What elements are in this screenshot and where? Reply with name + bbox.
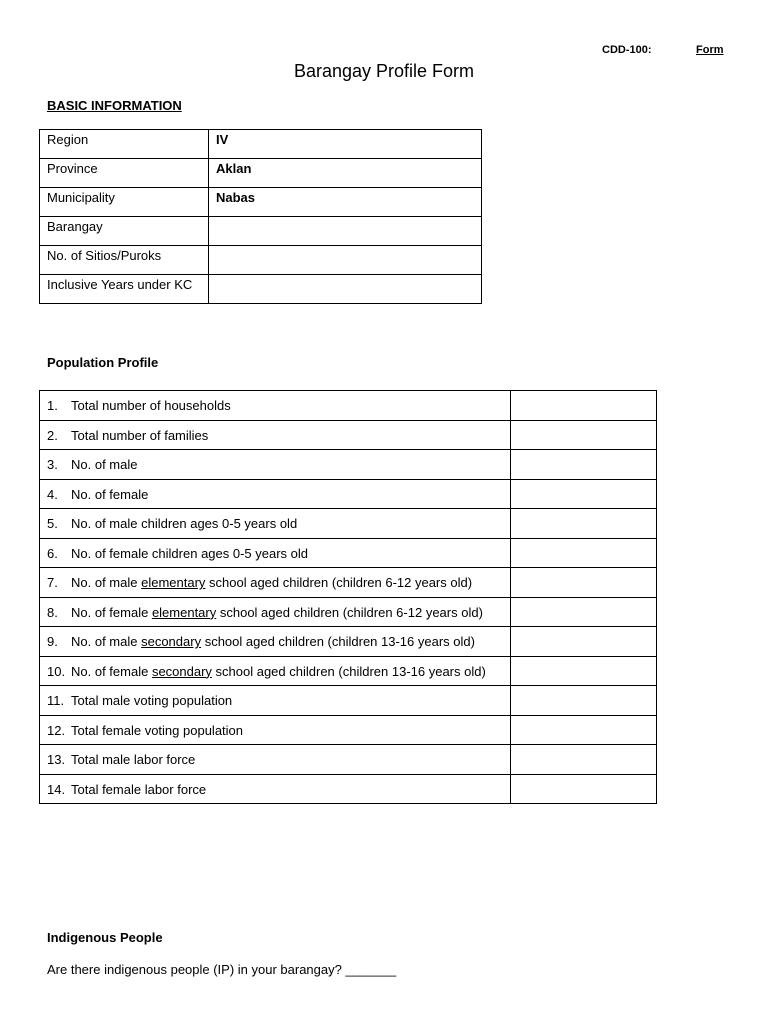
table-row xyxy=(40,479,657,509)
item-text: No. of male xyxy=(71,457,138,473)
population-item-label xyxy=(40,656,511,686)
item-number: 1. xyxy=(47,398,58,414)
item-number: 5. xyxy=(47,516,58,532)
table-row xyxy=(40,159,482,188)
table-row xyxy=(40,745,657,775)
inclusive-years-value[interactable] xyxy=(209,275,482,304)
item-text: Total number of households xyxy=(71,398,231,414)
item-number: 11. xyxy=(47,693,65,709)
population-item-value[interactable] xyxy=(511,686,657,716)
population-profile-heading: Population Profile xyxy=(47,355,159,370)
item-text: Total female voting population xyxy=(71,722,244,738)
page-title: Barangay Profile Form xyxy=(293,61,475,81)
item-number: 6. xyxy=(47,545,58,561)
inclusive-years-label: Inclusive Years under KC xyxy=(40,275,209,304)
population-item-label xyxy=(40,745,511,775)
item-emphasis-text: secondary xyxy=(151,663,212,679)
population-item-value[interactable] xyxy=(511,568,657,598)
population-item-value[interactable] xyxy=(511,391,657,421)
item-text: No. of male xyxy=(71,634,142,650)
table-row xyxy=(40,715,657,745)
population-item-value[interactable] xyxy=(511,627,657,657)
population-item-value[interactable] xyxy=(511,420,657,450)
item-emphasis-text: elementary xyxy=(141,575,206,591)
table-row xyxy=(40,188,482,217)
item-number: 10. xyxy=(47,663,66,679)
table-row xyxy=(40,391,657,421)
item-text-suffix: school aged children (children 6-12 years old) xyxy=(216,604,483,620)
item-number: 9. xyxy=(47,634,58,650)
population-item-value[interactable] xyxy=(511,774,657,804)
table-row xyxy=(40,130,482,159)
population-item-value[interactable] xyxy=(511,597,657,627)
item-text: No. of male children ages 0-5 years old xyxy=(71,516,298,532)
table-row xyxy=(40,509,657,539)
population-item-value[interactable] xyxy=(511,715,657,745)
population-item-value[interactable] xyxy=(511,450,657,480)
province-label: Province xyxy=(40,159,209,188)
table-row xyxy=(40,246,482,275)
table-row xyxy=(40,275,482,304)
item-emphasis-text: elementary xyxy=(151,604,217,620)
item-text: No. of female xyxy=(71,486,149,502)
table-row xyxy=(40,686,657,716)
item-number: 3. xyxy=(47,457,58,473)
barangay-value[interactable] xyxy=(209,217,482,246)
item-number: 7. xyxy=(47,575,58,591)
population-item-label xyxy=(40,420,511,450)
item-text: Total male labor force xyxy=(71,752,196,768)
region-value[interactable]: IV xyxy=(209,130,482,159)
population-item-label xyxy=(40,627,511,657)
municipality-value[interactable]: Nabas xyxy=(209,188,482,217)
table-row xyxy=(40,774,657,804)
item-text: Total female labor force xyxy=(71,781,207,797)
table-row xyxy=(40,597,657,627)
item-emphasis-text: secondary xyxy=(141,634,202,650)
item-text: No. of female children ages 0-5 years old xyxy=(71,545,309,561)
item-text: No. of female xyxy=(71,663,152,679)
item-number: 13. xyxy=(47,752,66,768)
table-row xyxy=(40,627,657,657)
population-item-label xyxy=(40,509,511,539)
population-item-label xyxy=(40,774,511,804)
item-number: 8. xyxy=(47,604,58,620)
province-value[interactable]: Aklan xyxy=(209,159,482,188)
item-number: 4. xyxy=(47,486,58,502)
population-item-label xyxy=(40,479,511,509)
indigenous-people-heading: Indigenous People xyxy=(47,930,163,945)
population-item-label xyxy=(40,568,511,598)
population-item-value[interactable] xyxy=(511,479,657,509)
table-row xyxy=(40,568,657,598)
population-item-label xyxy=(40,391,511,421)
municipality-label: Municipality xyxy=(40,188,209,217)
item-text-suffix: school aged children (children 13-16 years old) xyxy=(201,634,475,650)
indigenous-people-question: Are there indigenous people (IP) in your barangay? _______ xyxy=(47,962,397,977)
form-label: Form xyxy=(696,44,724,56)
item-text-suffix: school aged children (children 6-12 years old) xyxy=(205,575,473,591)
population-item-label xyxy=(40,538,511,568)
item-text: No. of male xyxy=(71,575,142,591)
population-item-label xyxy=(40,686,511,716)
population-item-label xyxy=(40,450,511,480)
sitios-puroks-value[interactable] xyxy=(209,246,482,275)
population-item-label xyxy=(40,597,511,627)
table-row xyxy=(40,420,657,450)
form-code: CDD-100: xyxy=(602,44,652,56)
table-row xyxy=(40,217,482,246)
population-item-value[interactable] xyxy=(511,538,657,568)
item-text-suffix: school aged children (children 13-16 years old) xyxy=(211,663,486,679)
population-profile-table xyxy=(39,390,657,804)
sitios-puroks-label: No. of Sitios/Puroks xyxy=(40,246,209,275)
table-row xyxy=(40,450,657,480)
basic-information-table xyxy=(39,129,482,304)
region-label: Region xyxy=(40,130,209,159)
item-text: Total male voting population xyxy=(71,693,233,709)
population-item-value[interactable] xyxy=(511,656,657,686)
item-number: 2. xyxy=(47,427,58,443)
item-text: No. of female xyxy=(71,604,152,620)
population-item-value[interactable] xyxy=(511,745,657,775)
item-number: 14. xyxy=(47,781,66,797)
item-text: Total number of families xyxy=(71,427,209,443)
item-number: 12. xyxy=(47,722,66,738)
table-row xyxy=(40,656,657,686)
barangay-label: Barangay xyxy=(40,217,209,246)
table-row xyxy=(40,538,657,568)
population-item-value[interactable] xyxy=(511,509,657,539)
population-item-label xyxy=(40,715,511,745)
basic-information-heading: BASIC INFORMATION xyxy=(47,98,182,113)
